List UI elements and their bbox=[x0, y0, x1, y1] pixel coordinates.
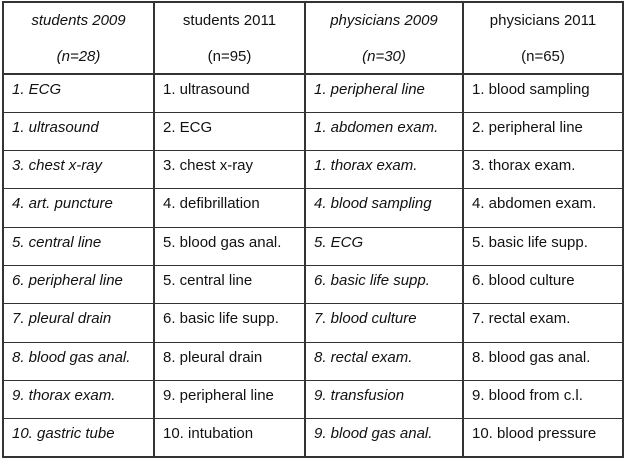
rank-cell: 3. thorax exam. bbox=[463, 151, 623, 189]
table-row bbox=[3, 419, 623, 457]
column-sample-size: (n=65) bbox=[521, 47, 565, 65]
table-row bbox=[3, 265, 623, 303]
rank-cell: 7. rectal exam. bbox=[463, 304, 623, 342]
rank-cell: 7. blood culture bbox=[305, 304, 463, 342]
table-row bbox=[3, 342, 623, 380]
rank-cell: 10. gastric tube bbox=[3, 419, 154, 457]
rank-cell: 5. blood gas anal. bbox=[154, 227, 305, 265]
header-row bbox=[3, 2, 623, 74]
rank-cell: 4. blood sampling bbox=[305, 189, 463, 227]
procedure-ranking-table bbox=[2, 1, 624, 458]
column-title: physicians 2009 bbox=[330, 11, 438, 29]
rank-cell: 3. chest x-ray bbox=[154, 151, 305, 189]
rank-cell: 5. ECG bbox=[305, 227, 463, 265]
column-title: students 2009 bbox=[31, 11, 126, 29]
rank-cell: 5. central line bbox=[154, 265, 305, 303]
rank-cell: 6. basic life supp. bbox=[305, 265, 463, 303]
rank-cell: 1. ultrasound bbox=[3, 112, 154, 150]
table-row bbox=[3, 74, 623, 112]
rank-cell: 3. chest x-ray bbox=[3, 151, 154, 189]
rank-cell: 8. pleural drain bbox=[154, 342, 305, 380]
column-sample-size: (n=30) bbox=[362, 47, 406, 65]
table-row bbox=[3, 304, 623, 342]
rank-cell: 4. art. puncture bbox=[3, 189, 154, 227]
rank-cell: 2. ECG bbox=[154, 112, 305, 150]
rank-cell: 1. ultrasound bbox=[154, 74, 305, 112]
rank-cell: 6. blood culture bbox=[463, 265, 623, 303]
rank-cell: 1. thorax exam. bbox=[305, 151, 463, 189]
table-row bbox=[3, 380, 623, 418]
column-sample-size: (n=28) bbox=[56, 47, 101, 65]
rank-cell: 9. transfusion bbox=[305, 380, 463, 418]
table-row bbox=[3, 112, 623, 150]
table-row bbox=[3, 151, 623, 189]
table-row bbox=[3, 189, 623, 227]
rank-cell: 10. intubation bbox=[154, 419, 305, 457]
table-row bbox=[3, 227, 623, 265]
rank-cell: 1. blood sampling bbox=[463, 74, 623, 112]
rank-cell: 1. abdomen exam. bbox=[305, 112, 463, 150]
rank-cell: 4. abdomen exam. bbox=[463, 189, 623, 227]
column-title: physicians 2011 bbox=[489, 11, 597, 29]
rank-cell: 6. basic life supp. bbox=[154, 304, 305, 342]
column-header-physicians-2009 bbox=[305, 2, 463, 74]
column-header-students-2009 bbox=[3, 2, 154, 74]
rank-cell: 9. thorax exam. bbox=[3, 380, 154, 418]
rank-cell: 8. blood gas anal. bbox=[3, 342, 154, 380]
column-header-students-2011 bbox=[154, 2, 305, 74]
rank-cell: 6. peripheral line bbox=[3, 265, 154, 303]
rank-cell: 1. ECG bbox=[3, 74, 154, 112]
rank-cell: 9. blood from c.l. bbox=[463, 380, 623, 418]
rank-cell: 8. blood gas anal. bbox=[463, 342, 623, 380]
column-sample-size: (n=95) bbox=[207, 47, 252, 65]
rank-cell: 10. blood pressure bbox=[463, 419, 623, 457]
rank-cell: 7. pleural drain bbox=[3, 304, 154, 342]
rank-cell: 5. central line bbox=[3, 227, 154, 265]
rank-cell: 1. peripheral line bbox=[305, 74, 463, 112]
rank-cell: 9. blood gas anal. bbox=[305, 419, 463, 457]
column-title: students 2011 bbox=[182, 11, 277, 29]
rank-cell: 9. peripheral line bbox=[154, 380, 305, 418]
rank-cell: 8. rectal exam. bbox=[305, 342, 463, 380]
rank-cell: 4. defibrillation bbox=[154, 189, 305, 227]
rank-cell: 5. basic life supp. bbox=[463, 227, 623, 265]
rank-cell: 2. peripheral line bbox=[463, 112, 623, 150]
column-header-physicians-2011 bbox=[463, 2, 623, 74]
